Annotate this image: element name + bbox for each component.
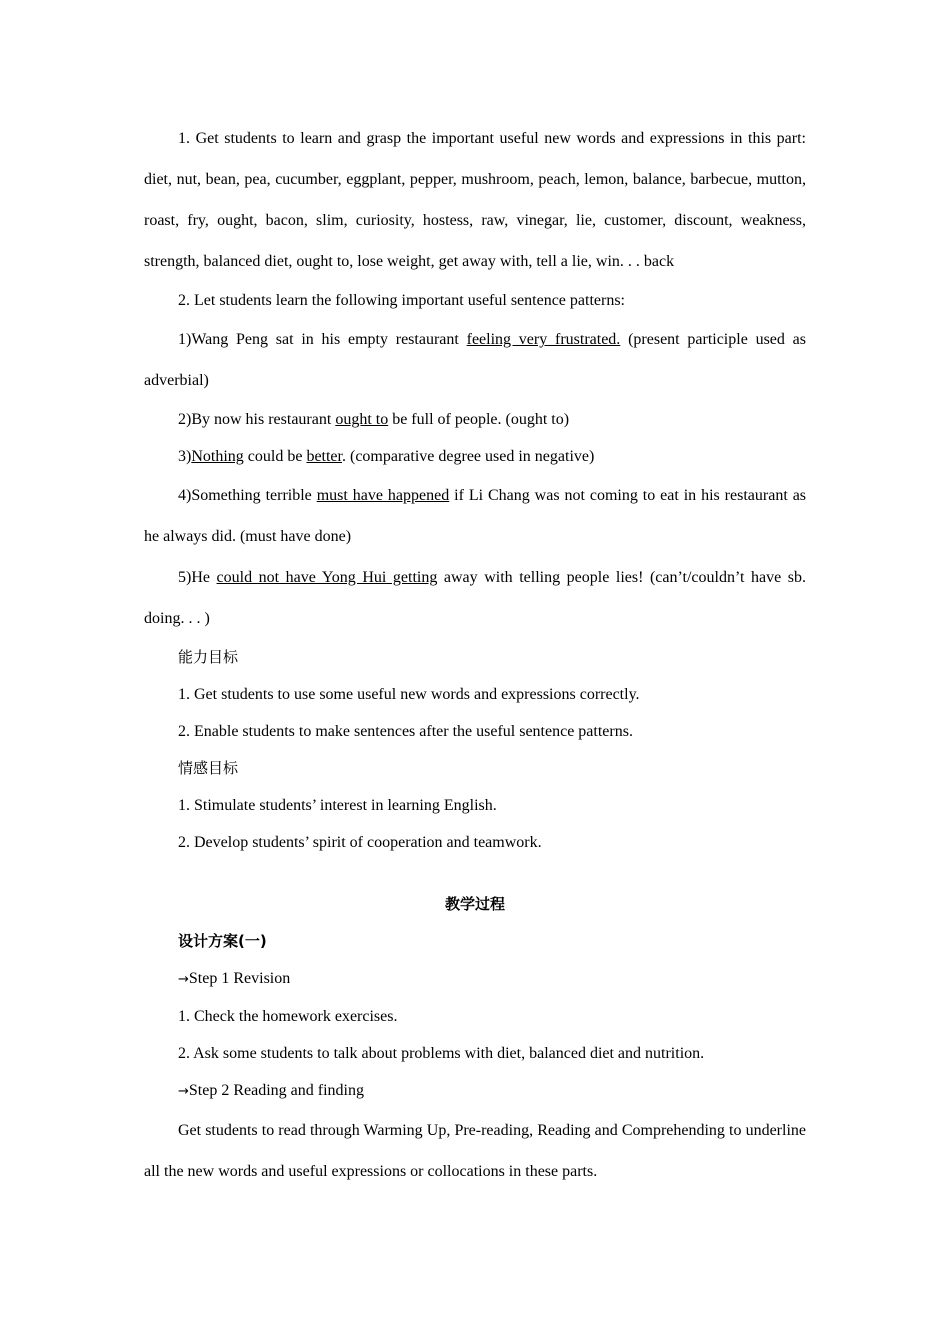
- sentence-pattern-2: 2)By now his restaurant ought to be full of people. (ought to): [178, 411, 570, 428]
- emotion-item-1: 1. Stimulate students’ interest in learning English.: [178, 797, 497, 814]
- underlined-phrase: feeling very frustrated.: [466, 331, 621, 348]
- knowledge-item-1: 1. Get students to learn and grasp the important useful new words and expressions in this part: diet, nut, bean, pea, cucumber, eggplant, pepper, mushroom, peach, lemon, balance, barbecue, mutton, roast, fry, ought, bacon, slim, curiosity, hostess, raw, vinegar, lie, customer, discount, weakness, strength, balanced diet, ought to, lose weight, get away with, tell a lie, win. . . back: [144, 130, 806, 270]
- knowledge-item-2: 2. Let students learn the following important useful sentence patterns:: [178, 292, 625, 309]
- underlined-phrase: Nothing: [191, 448, 244, 465]
- plan-heading: 设计方案(一): [178, 932, 267, 950]
- step-2-heading: →Step 2 Reading and finding: [178, 1082, 364, 1099]
- sentence-pattern-5: 5)He could not have Yong Hui getting away with telling people lies! (can’t/couldn’t have sb. doing. . . ): [144, 569, 807, 627]
- step-1-heading: →Step 1 Revision: [178, 970, 291, 987]
- emotion-heading: 情感目标: [178, 759, 239, 777]
- ability-item-2: 2. Enable students to make sentences after the useful sentence patterns.: [178, 723, 633, 740]
- sentence-pattern-4: 4)Something terrible must have happened if Li Chang was not coming to eat in his restaurant as he always did. (must have done): [144, 487, 807, 545]
- document-page: [144, 118, 806, 1192]
- section-title: 教学过程: [444, 895, 505, 913]
- underlined-phrase: must have happened: [316, 487, 450, 504]
- underlined-phrase: ought to: [335, 411, 389, 428]
- arrow-icon: →: [178, 972, 189, 987]
- ability-heading: 能力目标: [178, 648, 239, 666]
- underlined-phrase: could not have Yong Hui getting: [216, 569, 438, 586]
- underlined-phrase: better: [306, 448, 342, 465]
- ability-item-1: 1. Get students to use some useful new words and expressions correctly.: [178, 686, 640, 703]
- step-1-item-2: 2. Ask some students to talk about problems with diet, balanced diet and nutrition.: [178, 1045, 705, 1062]
- step-2-text: Get students to read through Warming Up, Pre-reading, Reading and Comprehending to underline all the new words and useful expressions or collocations in these parts.: [144, 1122, 806, 1180]
- sentence-pattern-3: 3)Nothing could be better. (comparative degree used in negative): [178, 448, 595, 465]
- emotion-item-2: 2. Develop students’ spirit of cooperation and teamwork.: [178, 834, 542, 851]
- step-1-item-1: 1. Check the homework exercises.: [178, 1008, 398, 1025]
- arrow-icon: →: [178, 1084, 189, 1099]
- sentence-pattern-1: 1)Wang Peng sat in his empty restaurant feeling very frustrated. (present participle used as adverbial): [144, 331, 806, 389]
